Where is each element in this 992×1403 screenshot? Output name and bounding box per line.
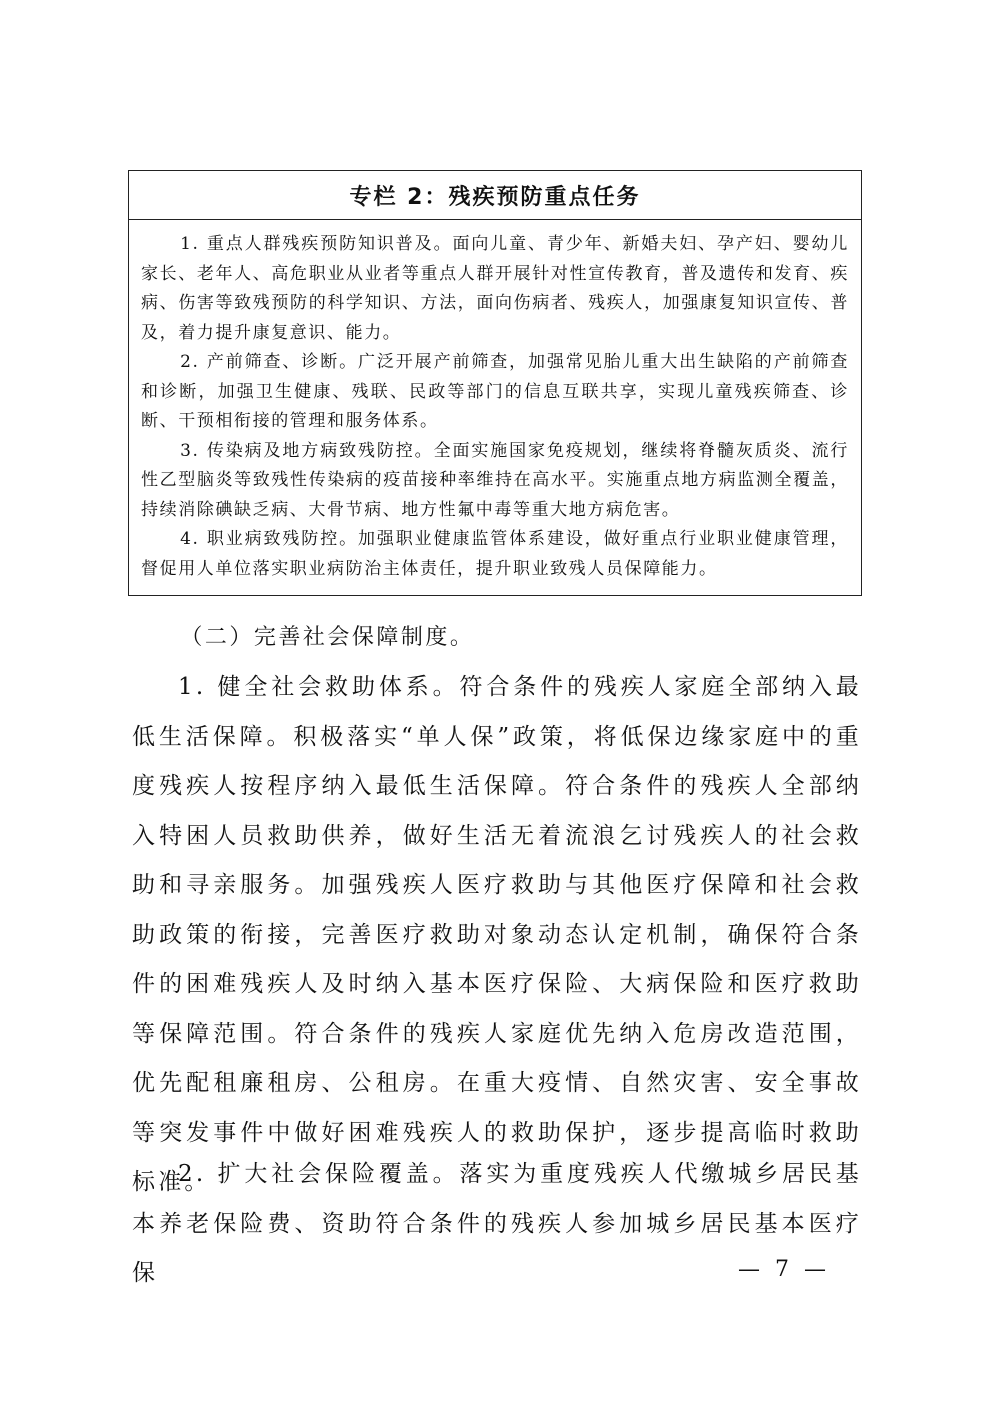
box-body: [129, 220, 861, 584]
section-heading: （二）完善社会保障制度。: [180, 625, 475, 650]
box-item: 4. 职业病致残防控。加强职业健康监管体系建设，做好重点行业职业健康管理，督促用人单位落实职业病防治主体责任，提升职业致残人员保障能力。: [141, 529, 849, 579]
box-item: 3. 传染病及地方病致残防控。全面实施国家免疫规划，继续将脊髓灰质炎、流行性乙型脑炎等致残性传染病的疫苗接种率维持在高水平。实施重点地方病监测全覆盖，持续消除碘缺乏病、大骨节病、地方性氟中毒等重大地方病危害。: [141, 440, 849, 520]
page-number: — 7 —: [738, 1257, 830, 1282]
body-paragraph: 1. 健全社会救助体系。符合条件的残疾人家庭全部纳入最低生活保障。积极落实“单人保”政策，将低保边缘家庭中的重度残疾人按程序纳入最低生活保障。符合条件的残疾人全部纳入特困人员救助供养，做好生活无着流浪乞讨残疾人的社会救助和寻亲服务。加强残疾人医疗救助与其他医疗保障和社会救助政策的衔接，完善医疗救助对象动态认定机制，确保符合条件的困难残疾人及时纳入基本医疗保险、大病保险和医疗救助等保障范围。符合条件的残疾人家庭优先纳入危房改造范围，优先配租廉租房、公租房。在重大疫情、自然灾害、安全事故等突发事件中做好困难残疾人的救助保护，逐步提高临时救助标准。: [132, 674, 862, 1195]
body-paragraph: 2. 扩大社会保险覆盖。落实为重度残疾人代缴城乡居民基本养老保险费、资助符合条件的残疾人参加城乡居民基本医疗保: [132, 1161, 862, 1286]
box-item: 1. 重点人群残疾预防知识普及。面向儿童、青少年、新婚夫妇、孕产妇、婴幼儿家长、老年人、高危职业从业者等重点人群开展针对性宣传教育，普及遗传和发育、疾病、伤害等致残预防的科学知识、方法，面向伤病者、残疾人，加强康复知识宣传、普及，着力提升康复意识、能力。: [141, 234, 849, 343]
box-title: 专栏 2：残疾预防重点任务: [129, 171, 861, 220]
special-column-box: [128, 170, 862, 596]
box-item: 2. 产前筛查、诊断。广泛开展产前筛查，加强常见胎儿重大出生缺陷的产前筛查和诊断，加强卫生健康、残联、民政等部门的信息互联共享，实现儿童残疾筛查、诊断、干预相衔接的管理和服务体系。: [141, 352, 849, 431]
